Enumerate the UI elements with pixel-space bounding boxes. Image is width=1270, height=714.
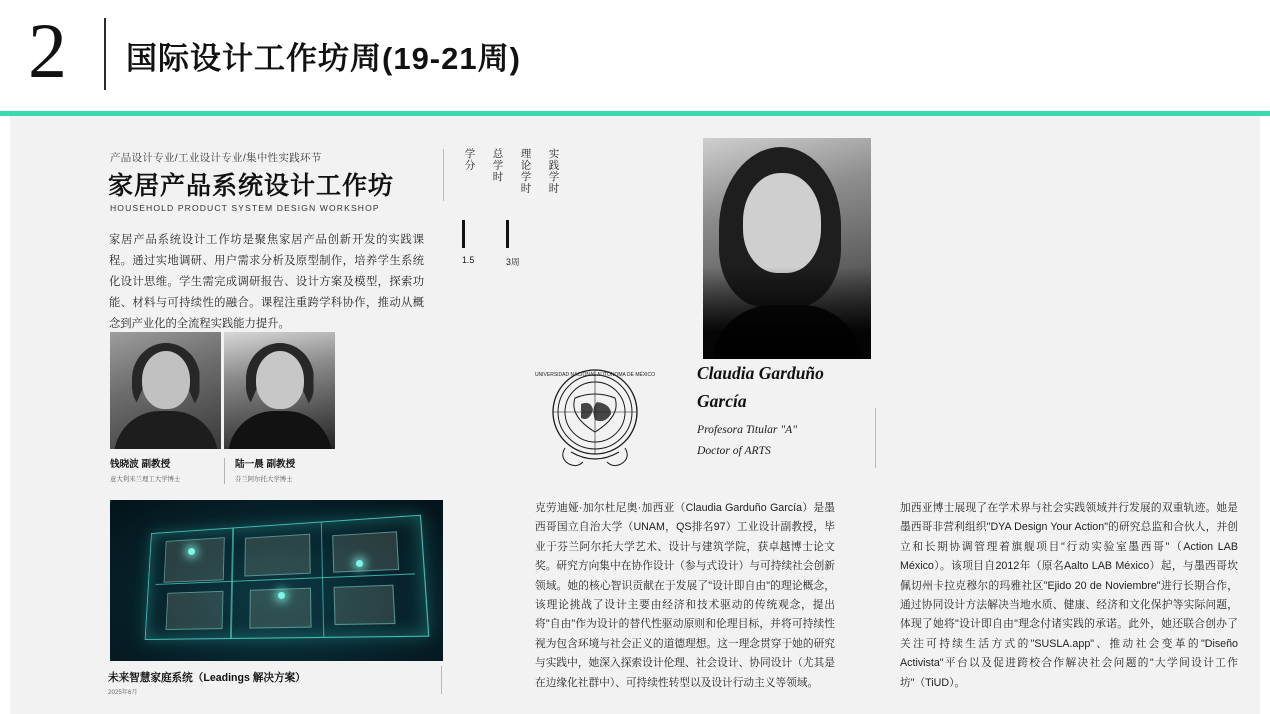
instructor-photo <box>224 332 335 449</box>
render-node-glow <box>356 560 363 567</box>
render-node-glow <box>278 592 285 599</box>
render-room-panel <box>166 591 224 630</box>
render-caption-divider <box>441 666 442 694</box>
portrait-body-shape <box>114 411 218 449</box>
portrait-face-shape <box>743 173 821 273</box>
credit-label: 实践学时 <box>547 148 560 194</box>
credit-label-cell <box>490 148 504 194</box>
credit-value-cell <box>506 220 536 268</box>
instructor-subtitle: 芬兰阿尔托大学博士 <box>235 476 293 483</box>
slide-header <box>0 0 1270 111</box>
instructor-caption-group <box>110 456 338 483</box>
right-margin-strip <box>1260 116 1270 714</box>
svg-text:UNIVERSIDAD NACIONAL AUTÓNOMA: UNIVERSIDAD NACIONAL AUTÓNOMA DE MÉXICO <box>535 372 655 378</box>
credit-tick-mark <box>506 220 509 248</box>
speaker-photo <box>703 138 871 359</box>
speaker-role-line1: Profesora Titular "A" <box>697 423 798 436</box>
render-room-panel <box>245 534 311 577</box>
render-date: 2025年6月 <box>108 689 138 696</box>
unam-crest-icon <box>535 356 655 476</box>
speaker-name: Claudia Garduño García <box>697 363 824 411</box>
bio-column-2: 加西亚博士展现了在学术界与社会实践领域并行发展的双重轨迹。她是墨西哥非营利组织"DYA Design Your Action"的研究总监和合伙人，并创立和长期协调管理着旗舰项目"行动实验室墨西哥"（Action LAB México）。该项目自2012年（原名Aalto LAB México）起，与墨西哥坎佩切州卡拉克穆尔的玛雅社区"Ejido 20 de Noviembre"进行长期合作，通过协同设计方法解决当地水质、健康、经济和文化保护等实际问题，体现了她将"设计即自由"理念付诸实践的承诺。此外，她还联合创办了关注可持续生活方式的"SUSLA.app"、推动社会变革的"Diseño Activista"平台以及促进跨校合作解决社会问题的"大学间设计工作坊"（TiUD）。 <box>900 502 1238 689</box>
instructor-name: 钱晓波 副教授 <box>110 459 171 470</box>
portrait-face-shape <box>142 351 190 409</box>
render-room-panel <box>332 531 399 573</box>
instructor-caption <box>224 456 338 483</box>
speaker-role-line2: Doctor of ARTS <box>697 444 771 457</box>
course-kicker: 产品设计专业/工业设计专业/集中性实践环节 <box>110 152 322 164</box>
speaker-role <box>697 419 797 461</box>
credit-label-cell <box>518 148 532 194</box>
credit-label: 总学时 <box>491 148 504 183</box>
render-wall-line <box>230 528 233 638</box>
course-description: 家居产品系统设计工作坊是聚焦家居产品创新开发的实践课程。通过实地调研、用户需求分析及原型制作，培养学生系统化设计思维。学生需完成调研报告、设计方案及模型，探索功能、材料与可持续性的融合。课程注重跨学科协作，推动从概念到产业化的全流程实践能力提升。 <box>109 234 424 330</box>
credit-label: 理论学时 <box>519 148 532 194</box>
credit-label: 学分 <box>463 148 476 171</box>
render-room-panel <box>249 588 311 629</box>
instructor-caption <box>110 456 224 483</box>
instructor-subtitle: 意大利米兰理工大学博士 <box>110 476 181 483</box>
render-floor-line <box>156 573 415 585</box>
credits-divider <box>443 149 444 201</box>
left-margin-strip <box>0 116 10 714</box>
credits-values <box>462 220 536 268</box>
course-title: 家居产品系统设计工作坊 <box>108 172 395 200</box>
project-render-image <box>110 500 443 661</box>
slide-body <box>0 116 1270 714</box>
instructor-photo-group <box>110 332 335 449</box>
render-room-panel <box>163 537 224 582</box>
credit-value: 3周 <box>506 257 520 267</box>
render-room-panel <box>334 585 396 625</box>
render-caption: 未来智慧家庭系统（Leadings 解决方案） <box>108 672 306 684</box>
section-number: 2 <box>28 7 67 94</box>
render-wall-line <box>321 522 325 636</box>
portrait-shadow-overlay <box>703 267 871 359</box>
instructor-photo <box>110 332 221 449</box>
portrait-body-shape <box>228 411 332 449</box>
portrait-face-shape <box>256 351 304 409</box>
credit-label-cell <box>462 148 476 194</box>
render-node-glow <box>188 548 195 555</box>
course-title-en: HOUSEHOLD PRODUCT SYSTEM DESIGN WORKSHOP <box>110 203 380 213</box>
credit-tick-mark <box>462 220 465 248</box>
credit-value: 1.5 <box>462 255 475 265</box>
render-house-wireframe <box>145 515 430 640</box>
bio-column-1: 克劳迪娅·加尔杜尼奥·加西亚（Claudia Garduño García）是墨西哥国立自治大学（UNAM，QS排名97）工业设计副教授，毕业于芬兰阿尔托大学艺术、设计与建筑学院，获卓越博士论文奖。研究方向集中在协作设计（参与式设计）与可持续社会创新领域。她的核心智识贡献在于发展了"设计即自由"的理论概念，该理论挑战了设计主要由经济和技术驱动的传统观念，提出将"自由"作为设计的替代性驱动原则和伦理目标，并将可持续性视为包含环境与社会正义的道德理想。这一理念贯穿于她的研究与实践中，她深入探索设计伦理、社会设计、协同设计（尤其是在边缘化社群中）、可持续性转型以及设计行动主义等领域。 <box>535 502 835 689</box>
credit-value-cell <box>462 220 492 268</box>
page-title: 国际设计工作坊周(19-21周) <box>126 41 521 76</box>
credits-labels <box>462 148 560 194</box>
instructor-name: 陆一晨 副教授 <box>235 459 296 470</box>
credit-label-cell <box>546 148 560 194</box>
header-divider <box>104 18 106 90</box>
speaker-divider <box>875 408 876 468</box>
